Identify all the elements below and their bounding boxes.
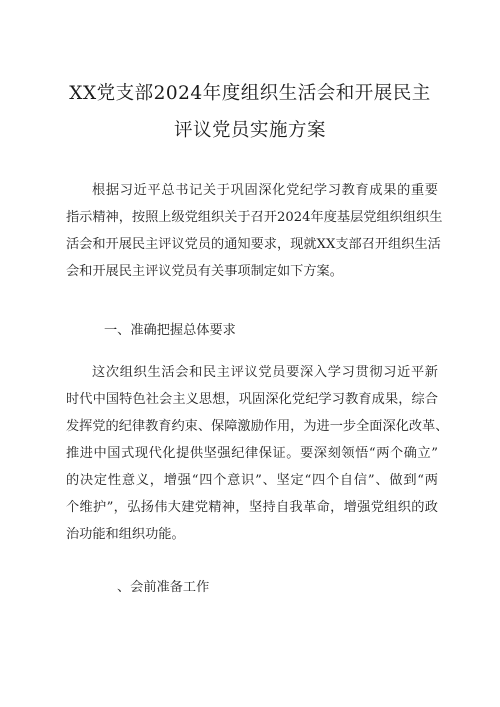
document-title-line-2: 评议党员实施方案 — [173, 120, 326, 141]
section-1-line: 时代中国特色社会主义思想，巩固深化党纪学习教育成果，综合 — [66, 392, 438, 407]
intro-line: 会和开展民主评议党员有关事项制定如下方案。 — [66, 264, 343, 279]
section-2-heading: 、会前准备工作 — [117, 580, 210, 595]
section-1-line: 个维护”，弘扬伟大建党精神，坚持自我革命，增强党组织的政 — [66, 500, 438, 515]
intro-paragraph — [66, 177, 443, 285]
section-1-line: 这次组织生活会和民主评议党员要深入学习贯彻习近平新 — [92, 365, 438, 380]
section-1-paragraph — [66, 359, 449, 548]
intro-line: 活会和开展民主评议党员的通知要求，现就XX支部召开组织生活 — [66, 237, 441, 252]
section-1-line: 的决定性意义，增强“四个意识”、坚定“四个自信”、做到“两 — [66, 473, 438, 488]
section-1-line: 发挥党的纪律教育约束、保障激励作用，为进一步全面深化改革、 — [66, 419, 449, 434]
document-title-line-1: XX党支部2024年度组织生活会和开展民主 — [69, 83, 431, 104]
section-1-line: 治功能和组织功能。 — [66, 527, 185, 542]
intro-line: 指示精神，按照上级党组织关于召开2024年度基层党组织组织生 — [66, 210, 443, 225]
intro-line: 根据习近平总书记关于巩固深化党纪学习教育成果的重要 — [92, 183, 438, 198]
section-1-heading: 一、准确把握总体要求 — [104, 323, 236, 338]
section-1-line: 推进中国式现代化提供坚强纪律保证。要深刻领悟“两个确立” — [66, 446, 438, 461]
